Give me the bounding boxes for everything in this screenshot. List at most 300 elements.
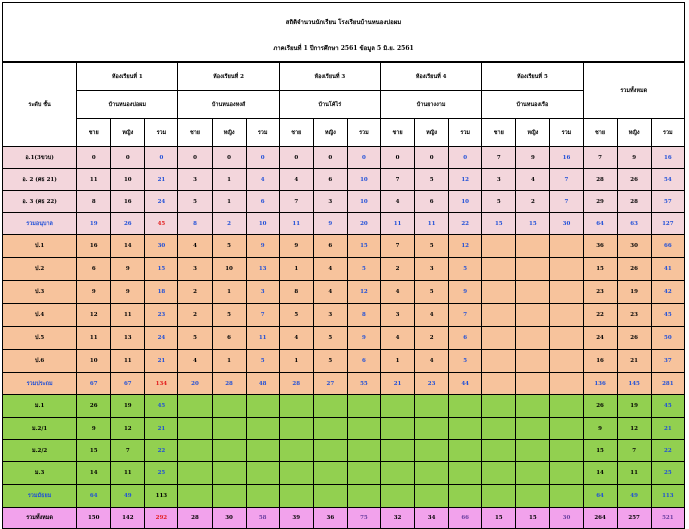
table-cell: 26: [617, 169, 651, 191]
table-cell: 5: [415, 169, 449, 191]
table-row: [3, 418, 685, 440]
table-cell: 7: [617, 440, 651, 462]
table-cell: 5: [178, 191, 212, 213]
table-cell: [482, 418, 516, 440]
table-cell: 145: [617, 373, 651, 395]
table-cell: [482, 395, 516, 418]
table-cell: 113: [145, 485, 178, 508]
table-cell: [550, 304, 583, 327]
table-cell: [516, 485, 550, 508]
table-cell: [246, 418, 279, 440]
table-cell: 0: [77, 147, 111, 169]
table-cell: 10: [347, 169, 380, 191]
col-male-header: ชาย: [482, 119, 516, 147]
table-cell: [550, 373, 583, 395]
room-2-header: ห้องเรียนที่ 2: [178, 63, 279, 91]
table-cell: 16: [111, 191, 145, 213]
table-cell: 8: [178, 213, 212, 235]
room-3-header: ห้องเรียนที่ 3: [279, 63, 380, 91]
col-female-header: หญิง: [516, 119, 550, 147]
table-cell: 30: [145, 235, 178, 258]
table-cell: 5: [246, 350, 279, 373]
table-cell: [550, 395, 583, 418]
table-cell: 5: [482, 191, 516, 213]
table-cell: [482, 373, 516, 395]
table-cell: 5: [415, 235, 449, 258]
table-cell: [415, 395, 449, 418]
table-cell: 54: [651, 169, 684, 191]
table-cell: 2: [178, 304, 212, 327]
table-cell: 1: [212, 169, 246, 191]
table-cell: 58: [246, 508, 279, 529]
table-cell: 5: [313, 350, 347, 373]
table-cell: [482, 235, 516, 258]
table-cell: 18: [145, 281, 178, 304]
table-cell: [347, 485, 380, 508]
table-cell: 64: [77, 485, 111, 508]
table-cell: 21: [145, 350, 178, 373]
table-cell: 20: [178, 373, 212, 395]
table-cell: 26: [617, 327, 651, 350]
table-cell: 12: [347, 281, 380, 304]
table-cell: 10: [111, 169, 145, 191]
row-level-label: ป.5: [3, 327, 77, 350]
table-cell: [550, 440, 583, 462]
row-level-label: ม.2/1: [3, 418, 77, 440]
table-cell: 25: [145, 462, 178, 485]
table-cell: 41: [651, 258, 684, 281]
table-cell: 22: [651, 440, 684, 462]
col-sum-header: รวม: [550, 119, 583, 147]
table-cell: [550, 418, 583, 440]
table-cell: 1: [212, 350, 246, 373]
table-cell: 9: [111, 281, 145, 304]
row-level-label: รวมอนุบาล: [3, 213, 77, 235]
col-sum-header: รวม: [449, 119, 482, 147]
table-cell: 3: [380, 304, 414, 327]
table-cell: 45: [145, 395, 178, 418]
table-cell: 1: [212, 281, 246, 304]
row-level-label: ป.1: [3, 235, 77, 258]
table-row: [3, 147, 685, 169]
table-cell: 150: [77, 508, 111, 529]
table-cell: 11: [617, 462, 651, 485]
table-cell: 4: [380, 191, 414, 213]
row-level-label: ป.6: [3, 350, 77, 373]
table-cell: 24: [145, 191, 178, 213]
table-cell: [415, 418, 449, 440]
col-sum-header: รวม: [145, 119, 178, 147]
room-5-village: บ้านหนองเรือ: [482, 91, 583, 119]
table-cell: 75: [347, 508, 380, 529]
col-female-header: หญิง: [617, 119, 651, 147]
table-cell: [246, 462, 279, 485]
row-level-label: อ. 3 (ศธ 22): [3, 191, 77, 213]
table-cell: 7: [111, 440, 145, 462]
table-cell: 15: [482, 508, 516, 529]
table-cell: 19: [617, 395, 651, 418]
table-cell: 20: [347, 213, 380, 235]
col-sum-header: รวม: [651, 119, 684, 147]
table-cell: 16: [550, 147, 583, 169]
table-cell: 0: [380, 147, 414, 169]
table-cell: [380, 485, 414, 508]
table-cell: [347, 462, 380, 485]
table-cell: 142: [111, 508, 145, 529]
table-cell: 1: [380, 350, 414, 373]
table-cell: 15: [583, 440, 617, 462]
table-cell: 30: [212, 508, 246, 529]
table-cell: 127: [651, 213, 684, 235]
table-cell: 5: [313, 327, 347, 350]
table-cell: 9: [449, 281, 482, 304]
table-cell: 0: [246, 147, 279, 169]
table-cell: 11: [246, 327, 279, 350]
table-row: [3, 258, 685, 281]
table-cell: 45: [651, 304, 684, 327]
table-cell: 9: [111, 258, 145, 281]
table-cell: 4: [178, 350, 212, 373]
table-cell: 6: [313, 235, 347, 258]
table-cell: 10: [246, 213, 279, 235]
table-cell: [415, 462, 449, 485]
table-cell: 4: [380, 281, 414, 304]
table-cell: 5: [449, 350, 482, 373]
table-cell: 49: [111, 485, 145, 508]
table-cell: 3: [313, 304, 347, 327]
col-male-header: ชาย: [279, 119, 313, 147]
col-female-header: หญิง: [415, 119, 449, 147]
table-cell: 9: [246, 235, 279, 258]
table-cell: 257: [617, 508, 651, 529]
table-cell: 8: [347, 304, 380, 327]
table-cell: 5: [212, 304, 246, 327]
table-cell: 0: [111, 147, 145, 169]
table-cell: 1: [279, 350, 313, 373]
table-cell: [246, 440, 279, 462]
room-3-village: บ้านโค้ไร่: [279, 91, 380, 119]
table-cell: 48: [246, 373, 279, 395]
table-cell: 0: [415, 147, 449, 169]
table-cell: 15: [516, 508, 550, 529]
table-cell: [380, 395, 414, 418]
table-cell: [550, 462, 583, 485]
table-cell: 11: [415, 213, 449, 235]
table-cell: 134: [145, 373, 178, 395]
table-cell: 3: [415, 258, 449, 281]
table-cell: 14: [77, 462, 111, 485]
table-cell: 11: [77, 327, 111, 350]
table-cell: 5: [178, 327, 212, 350]
table-cell: 22: [145, 440, 178, 462]
table-cell: [313, 418, 347, 440]
table-cell: 24: [583, 327, 617, 350]
table-cell: 13: [246, 258, 279, 281]
gender-subheader-row: [3, 119, 685, 147]
table-cell: 16: [583, 350, 617, 373]
table-cell: 5: [347, 258, 380, 281]
table-cell: 12: [449, 169, 482, 191]
table-cell: [516, 395, 550, 418]
table-cell: [212, 395, 246, 418]
table-cell: 2: [516, 191, 550, 213]
table-cell: 7: [550, 169, 583, 191]
table-cell: [550, 350, 583, 373]
table-cell: [516, 327, 550, 350]
table-cell: [482, 258, 516, 281]
table-cell: [516, 304, 550, 327]
table-cell: [347, 418, 380, 440]
table-cell: 9: [279, 235, 313, 258]
table-cell: 9: [516, 147, 550, 169]
table-cell: [246, 395, 279, 418]
table-cell: 39: [279, 508, 313, 529]
table-cell: 2: [212, 213, 246, 235]
table-cell: 5: [415, 281, 449, 304]
table-cell: 3: [178, 169, 212, 191]
table-cell: [313, 395, 347, 418]
table-row: [3, 373, 685, 395]
table-cell: 113: [651, 485, 684, 508]
room-1-village: บ้านหนองบ่อผม: [77, 91, 178, 119]
table-cell: 4: [279, 327, 313, 350]
table-cell: 15: [482, 213, 516, 235]
table-cell: [516, 373, 550, 395]
table-cell: [516, 418, 550, 440]
table-cell: 19: [77, 213, 111, 235]
table-row: [3, 304, 685, 327]
table-cell: 4: [313, 281, 347, 304]
table-cell: 9: [77, 281, 111, 304]
table-cell: [212, 418, 246, 440]
table-cell: 64: [583, 485, 617, 508]
table-row: [3, 395, 685, 418]
table-cell: 27: [313, 373, 347, 395]
table-cell: [313, 485, 347, 508]
row-level-label: รวมประถม: [3, 373, 77, 395]
table-cell: 0: [347, 147, 380, 169]
table-cell: [449, 395, 482, 418]
table-cell: 30: [550, 508, 583, 529]
table-cell: 136: [583, 373, 617, 395]
table-cell: 9: [583, 418, 617, 440]
table-cell: 2: [415, 327, 449, 350]
table-cell: 10: [449, 191, 482, 213]
table-cell: [212, 440, 246, 462]
col-male-header: ชาย: [77, 119, 111, 147]
table-cell: 7: [246, 304, 279, 327]
table-cell: [380, 418, 414, 440]
table-cell: 22: [583, 304, 617, 327]
table-cell: 66: [449, 508, 482, 529]
table-cell: 21: [617, 350, 651, 373]
table-cell: [550, 235, 583, 258]
row-level-label: ป.4: [3, 304, 77, 327]
table-cell: 28: [279, 373, 313, 395]
table-cell: 11: [279, 213, 313, 235]
table-cell: 34: [415, 508, 449, 529]
table-cell: 28: [583, 169, 617, 191]
table-cell: 11: [380, 213, 414, 235]
table-cell: 4: [380, 327, 414, 350]
table-cell: 0: [178, 147, 212, 169]
table-cell: 0: [279, 147, 313, 169]
table-cell: [516, 281, 550, 304]
col-female-header: หญิง: [313, 119, 347, 147]
row-level-label: ม.3: [3, 462, 77, 485]
table-cell: 11: [111, 350, 145, 373]
table-row: [3, 508, 685, 529]
table-cell: 11: [111, 304, 145, 327]
table-cell: [449, 485, 482, 508]
table-cell: 6: [212, 327, 246, 350]
table-cell: 44: [449, 373, 482, 395]
table-row: [3, 191, 685, 213]
table-cell: 5: [449, 258, 482, 281]
table-cell: 10: [347, 191, 380, 213]
table-cell: 6: [347, 350, 380, 373]
table-cell: 21: [380, 373, 414, 395]
table-cell: 15: [77, 440, 111, 462]
table-cell: [482, 304, 516, 327]
title-box: [2, 2, 685, 62]
table-cell: 13: [111, 327, 145, 350]
table-cell: [279, 418, 313, 440]
table-cell: 30: [617, 235, 651, 258]
table-cell: 12: [77, 304, 111, 327]
table-cell: 19: [617, 281, 651, 304]
student-statistics-sheet: [2, 2, 685, 529]
table-cell: 1: [212, 191, 246, 213]
table-cell: 10: [212, 258, 246, 281]
table-cell: 32: [380, 508, 414, 529]
table-cell: 23: [145, 304, 178, 327]
room-4-village: บ้านยางงาม: [380, 91, 481, 119]
col-female-header: หญิง: [212, 119, 246, 147]
table-cell: 292: [145, 508, 178, 529]
table-cell: 57: [651, 191, 684, 213]
row-level-label: ม.1: [3, 395, 77, 418]
table-cell: [178, 485, 212, 508]
row-level-label: ป.3: [3, 281, 77, 304]
table-cell: [279, 440, 313, 462]
table-cell: 22: [449, 213, 482, 235]
table-cell: 5: [212, 235, 246, 258]
table-cell: 26: [617, 258, 651, 281]
statistics-table: [2, 62, 685, 529]
room-5-header: ห้องเรียนที่ 5: [482, 63, 583, 91]
room-2-village: บ้านหนองหงส์: [178, 91, 279, 119]
table-cell: 4: [246, 169, 279, 191]
table-cell: [313, 462, 347, 485]
table-cell: 14: [583, 462, 617, 485]
table-cell: 10: [77, 350, 111, 373]
table-cell: 12: [617, 418, 651, 440]
table-cell: 42: [651, 281, 684, 304]
level-header: ระดับ ชั้น: [3, 63, 77, 147]
table-cell: 7: [550, 191, 583, 213]
table-cell: 15: [516, 213, 550, 235]
table-cell: 29: [583, 191, 617, 213]
col-male-header: ชาย: [178, 119, 212, 147]
total-header: รวมทั้งหมด: [583, 63, 684, 119]
table-cell: 2: [178, 281, 212, 304]
table-cell: 26: [77, 395, 111, 418]
table-cell: 3: [313, 191, 347, 213]
table-cell: 0: [313, 147, 347, 169]
table-cell: 19: [111, 395, 145, 418]
table-cell: 23: [415, 373, 449, 395]
table-cell: 21: [145, 169, 178, 191]
table-cell: [380, 462, 414, 485]
table-cell: [516, 440, 550, 462]
table-cell: [178, 395, 212, 418]
table-cell: 15: [347, 235, 380, 258]
table-cell: 6: [313, 169, 347, 191]
table-cell: 28: [212, 373, 246, 395]
table-cell: 14: [111, 235, 145, 258]
table-cell: 1: [279, 258, 313, 281]
table-row: [3, 350, 685, 373]
statistics-body: [3, 147, 685, 529]
row-level-label: อ.1(3ขวบ): [3, 147, 77, 169]
table-cell: 23: [617, 304, 651, 327]
table-cell: [482, 281, 516, 304]
table-cell: 37: [651, 350, 684, 373]
table-cell: 15: [145, 258, 178, 281]
table-cell: 0: [449, 147, 482, 169]
table-cell: [246, 485, 279, 508]
table-cell: 7: [482, 147, 516, 169]
table-cell: 3: [178, 258, 212, 281]
table-cell: 6: [449, 327, 482, 350]
row-level-label: ป.2: [3, 258, 77, 281]
table-cell: [380, 440, 414, 462]
table-cell: 264: [583, 508, 617, 529]
table-cell: [482, 485, 516, 508]
table-cell: 2: [380, 258, 414, 281]
table-cell: 26: [583, 395, 617, 418]
col-female-header: หญิง: [111, 119, 145, 147]
table-cell: [482, 462, 516, 485]
row-level-label: ม.2/2: [3, 440, 77, 462]
table-cell: 16: [651, 147, 684, 169]
table-row: [3, 462, 685, 485]
table-cell: 64: [583, 213, 617, 235]
table-cell: 45: [145, 213, 178, 235]
table-cell: 3: [482, 169, 516, 191]
table-cell: 9: [347, 327, 380, 350]
row-level-label: รวมมัธยม: [3, 485, 77, 508]
table-cell: 4: [178, 235, 212, 258]
table-cell: 45: [651, 395, 684, 418]
table-cell: [550, 327, 583, 350]
room-1-header: ห้องเรียนที่ 1: [77, 63, 178, 91]
table-cell: 6: [246, 191, 279, 213]
table-cell: [212, 462, 246, 485]
table-cell: 16: [77, 235, 111, 258]
table-cell: [516, 235, 550, 258]
table-cell: 36: [313, 508, 347, 529]
table-cell: 4: [279, 169, 313, 191]
table-cell: 63: [617, 213, 651, 235]
table-cell: 7: [583, 147, 617, 169]
table-cell: [449, 462, 482, 485]
table-cell: 4: [516, 169, 550, 191]
room-4-header: ห้องเรียนที่ 4: [380, 63, 481, 91]
table-cell: 0: [145, 147, 178, 169]
table-cell: 7: [279, 191, 313, 213]
